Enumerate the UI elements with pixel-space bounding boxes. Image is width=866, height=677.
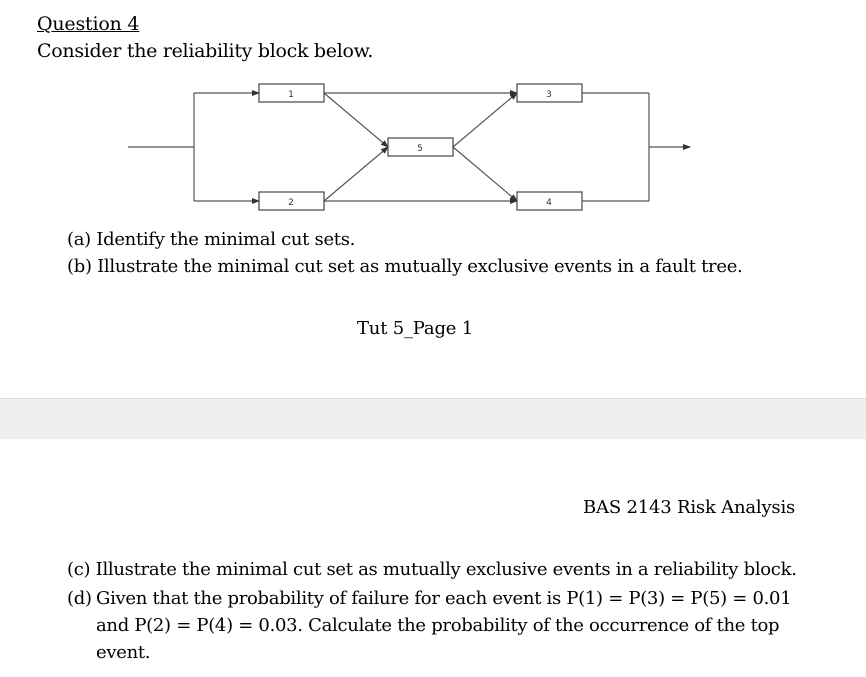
part-d-line-2: and P(2) = P(4) = 0.03. Calculate the probability of the occurrence of the top <box>96 615 780 636</box>
question-intro: Consider the reliability block below. <box>37 40 374 62</box>
part-d-line-3: event. <box>96 642 151 663</box>
part-d-label: (d) <box>67 588 92 609</box>
part-d <box>67 585 792 666</box>
page-header-course: BAS 2143 Risk Analysis <box>583 497 796 518</box>
block-1-label: 1 <box>288 90 294 100</box>
part-b: (b) Illustrate the minimal cut set as mutually exclusive events in a fault tree. <box>67 256 743 277</box>
block-4-label: 4 <box>546 198 552 208</box>
reliability-block-diagram <box>126 80 696 214</box>
part-c: (c) Illustrate the minimal cut set as mutually exclusive events in a reliability block. <box>67 559 797 580</box>
question-title: Question 4 <box>37 13 140 35</box>
part-d-line-1: Given that the probability of failure for each event is P(1) = P(3) = P(5) = 0.01 <box>96 588 792 609</box>
block-3-label: 3 <box>546 90 552 100</box>
block-2-label: 2 <box>288 198 294 208</box>
page-separator <box>0 398 866 440</box>
page-footer: Tut 5_Page 1 <box>357 318 473 339</box>
block-5-label: 5 <box>417 144 423 154</box>
part-a: (a) Identify the minimal cut sets. <box>67 229 356 250</box>
